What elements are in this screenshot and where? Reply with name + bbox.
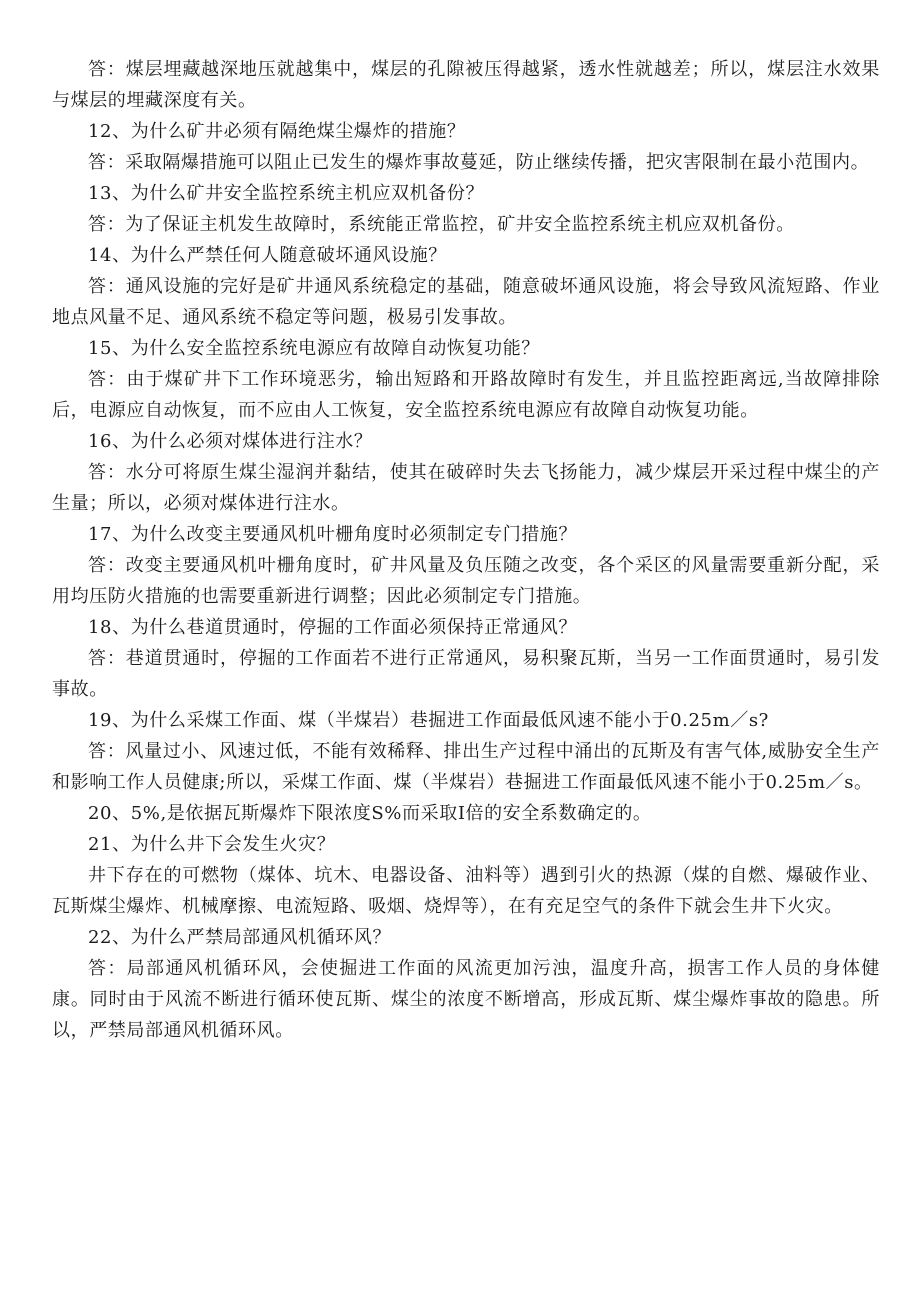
answer-22: 答：局部通风机循环风，会使掘进工作面的风流更加污浊，温度升高，损害工作人员的身体健康。同时由于风流不断进行循环使瓦斯、煤尘的浓度不断增高，形成瓦斯、煤尘爆炸事故的隐患。所以，严禁局部通风机循环风。 — [52, 958, 880, 1041]
question-13: 13、为什么矿井安全监控系统主机应双机备份？ — [88, 183, 485, 204]
answer-14: 答：通风设施的完好是矿井通风系统稳定的基础，随意破坏通风设施，将会导致风流短路、作业地点风量不足、通风系统不稳定等问题，极易引发事故。 — [52, 276, 880, 328]
answer-12: 答：采取隔爆措施可以阻止已发生的爆炸事故蔓延，防止继续传播，把灾害限制在最小范围内。 — [88, 152, 870, 173]
answer-13: 答：为了保证主机发生故障时，系统能正常监控，矿井安全监控系统主机应双机备份。 — [88, 214, 795, 235]
question-18: 18、为什么巷道贯通时，停掘的工作面必须保持正常通风？ — [88, 617, 578, 638]
answer-paragraph: 答：煤层埋藏越深地压就越集中，煤层的孔隙被压得越紧，透水性就越差；所以，煤层注水效果与煤层的埋藏深度有关。 — [52, 59, 880, 111]
answer-16: 答：水分可将原生煤尘湿润并黏结，使其在破碎时失去飞扬能力，减少煤层开采过程中煤尘的产生量；所以，必须对煤体进行注水。 — [52, 462, 880, 514]
answer-19: 答：风量过小、风速过低，不能有效稀释、排出生产过程中涌出的瓦斯及有害气体,威胁安全生产和影响工作人员健康;所以，采煤工作面、煤（半煤岩）巷掘进工作面最低风速不能小于0.25m／s。 — [52, 741, 880, 793]
question-16: 16、为什么必须对煤体进行注水？ — [88, 431, 373, 452]
question-19: 19、为什么采煤工作面、煤（半煤岩）巷掘进工作面最低风速不能小于0.25m／s? — [88, 710, 769, 731]
question-15: 15、为什么安全监控系统电源应有故障自动恢复功能？ — [88, 338, 540, 359]
question-14: 14、为什么严禁任何人随意破坏通风设施？ — [88, 245, 447, 266]
question-17: 17、为什么改变主要通风机叶栅角度时必须制定专门措施？ — [88, 524, 578, 545]
answer-15: 答：由于煤矿井下工作环境恶劣，输出短路和开路故障时有发生，并且监控距离远,当故障排除后，电源应自动恢复，而不应由人工恢复，安全监控系统电源应有故障自动恢复功能。 — [52, 369, 880, 421]
statement-20: 20、5%,是依据瓦斯爆炸下限浓度S%而采取I倍的安全系数确定的。 — [88, 803, 652, 824]
question-12: 12、为什么矿井必须有隔绝煤尘爆炸的措施？ — [88, 121, 466, 142]
answer-21: 井下存在的可燃物（煤体、坑木、电器设备、油料等）遇到引火的热源（煤的自燃、爆破作业、瓦斯煤尘爆炸、机械摩擦、电流短路、吸烟、烧焊等），在有充足空气的条件下就会生井下火灾。 — [52, 865, 880, 917]
document-body — [52, 54, 880, 1046]
question-22: 22、为什么严禁局部通风机循环风？ — [88, 927, 392, 948]
question-21: 21、为什么井下会发生火灾？ — [88, 834, 336, 855]
answer-17: 答：改变主要通风机叶栅角度时，矿井风量及负压随之改变，各个采区的风量需要重新分配，采用均压防火措施的也需要重新进行调整；因此必须制定专门措施。 — [52, 555, 880, 607]
answer-18: 答：巷道贯通时，停掘的工作面若不进行正常通风，易积聚瓦斯，当另一工作面贯通时，易引发事故。 — [52, 648, 880, 700]
